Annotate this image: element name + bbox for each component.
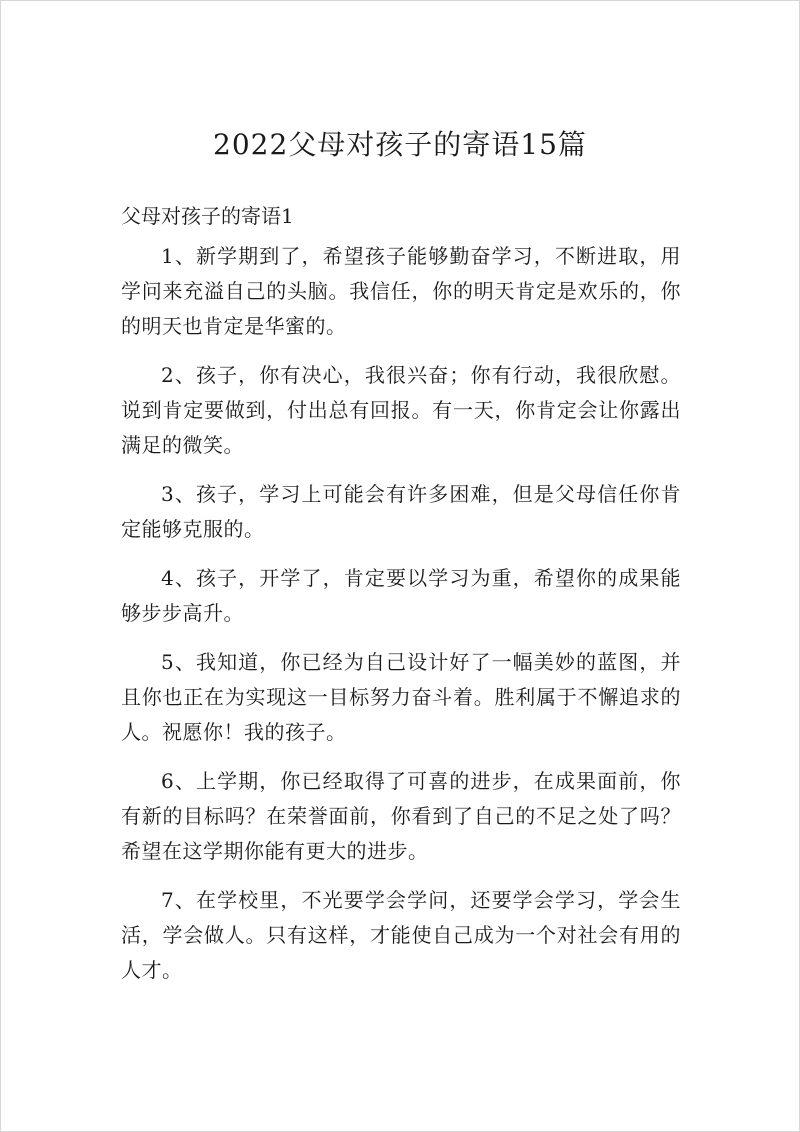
document-body xyxy=(121,199,681,1002)
section-heading: 父母对孩子的寄语1 xyxy=(121,204,294,228)
paragraph-6: 6、上学期，你已经取得了可喜的进步，在成果面前，你有新的目标吗？在荣誉面前，你看到了自己的不足之处了吗？希望在这学期你能有更大的进步。 xyxy=(121,769,681,863)
document-title: 2022父母对孩子的寄语15篇 xyxy=(213,128,587,161)
paragraph-4: 4、孩子，开学了，肯定要以学习为重，希望你的成果能够步步高升。 xyxy=(121,566,681,625)
paragraph-3: 3、孩子，学习上可能会有许多困难，但是父母信任你肯定能够克服的。 xyxy=(121,482,681,541)
paragraph-7: 7、在学校里，不光要学会学问，还要学会学习，学会生活，学会做人。只有这样，才能使自己成为一个对社会有用的人才。 xyxy=(121,888,681,982)
paragraph-1: 1、新学期到了，希望孩子能够勤奋学习，不断进取，用学问来充溢自己的头脑。我信任，你的明天肯定是欢乐的，你的明天也肯定是华蜜的。 xyxy=(121,244,681,338)
paragraph-2: 2、孩子，你有决心，我很兴奋；你有行动，我很欣慰。说到肯定要做到，付出总有回报。有一天，你肯定会让你露出满足的微笑。 xyxy=(121,363,681,457)
paragraph-5: 5、我知道，你已经为自己设计好了一幅美妙的蓝图，并且你也正在为实现这一目标努力奋斗着。胜利属于不懈追求的人。祝愿你！我的孩子。 xyxy=(121,650,681,744)
